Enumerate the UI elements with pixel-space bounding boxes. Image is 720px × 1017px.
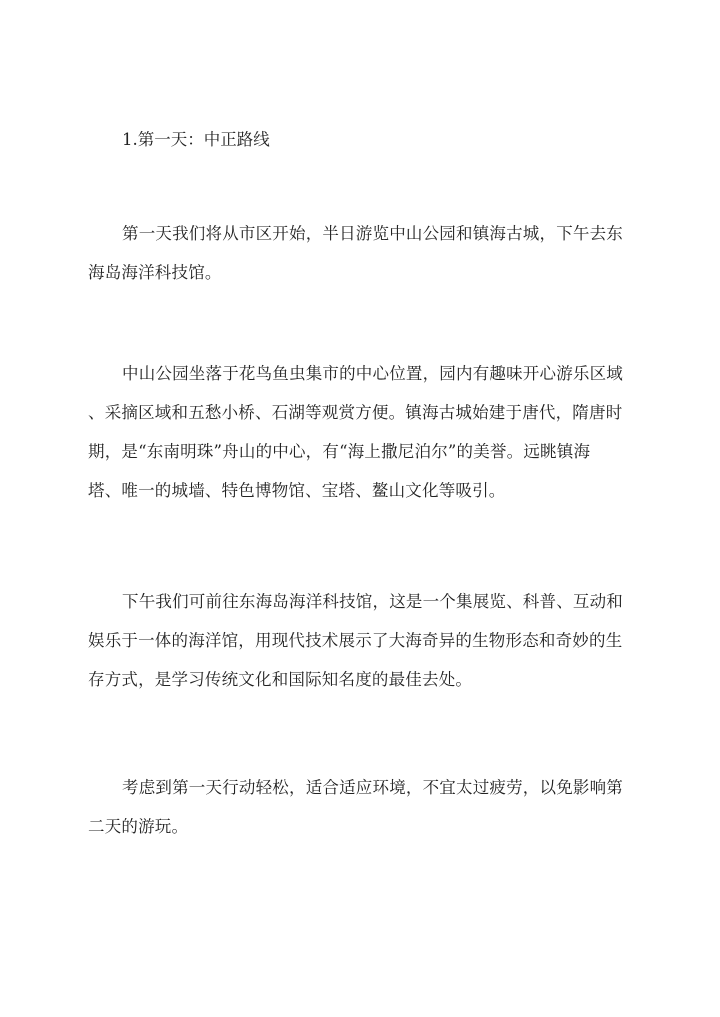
paragraph-line: 期，是“东南明珠”舟山的中心，有“海上撒尼泊尔”的美誉。远眺镇海 xyxy=(88,442,591,461)
paragraph-line: 中山公园坐落于花鸟鱼虫集市的中心位置，园内有趣味开心游乐区域 xyxy=(122,364,623,383)
paragraph-line: 下午我们可前往东海岛海洋科技馆，这是一个集展览、科普、互动和 xyxy=(122,592,623,611)
paragraph-line: 第一天我们将从市区开始，半日游览中山公园和镇海古城，下午去东 xyxy=(122,224,623,243)
paragraph-ocean-museum xyxy=(88,582,638,699)
paragraph-day1-note xyxy=(88,768,638,846)
paragraph-line: 考虑到第一天行动轻松，适合适应环境，不宜太过疲劳，以免影响第 xyxy=(122,778,623,797)
paragraph-day1-overview xyxy=(88,214,638,292)
paragraph-line: 娱乐于一体的海洋馆，用现代技术展示了大海奇异的生物形态和奇妙的生 xyxy=(88,631,623,650)
paragraph-line: 塔、唯一的城墙、特色博物馆、宝塔、鳌山文化等吸引。 xyxy=(88,481,506,500)
paragraph-line: 存方式，是学习传统文化和国际知名度的最佳去处。 xyxy=(88,670,473,689)
section-heading: 1.第一天：中正路线 xyxy=(122,130,270,149)
paragraph-zhongshan-park xyxy=(88,354,638,510)
paragraph-line: 、采摘区域和五愁小桥、石湖等观赏方便。镇海古城始建于唐代，隋唐时 xyxy=(88,403,623,422)
paragraph-line: 二天的游玩。 xyxy=(88,817,189,836)
paragraph-line: 海岛海洋科技馆。 xyxy=(88,263,222,282)
